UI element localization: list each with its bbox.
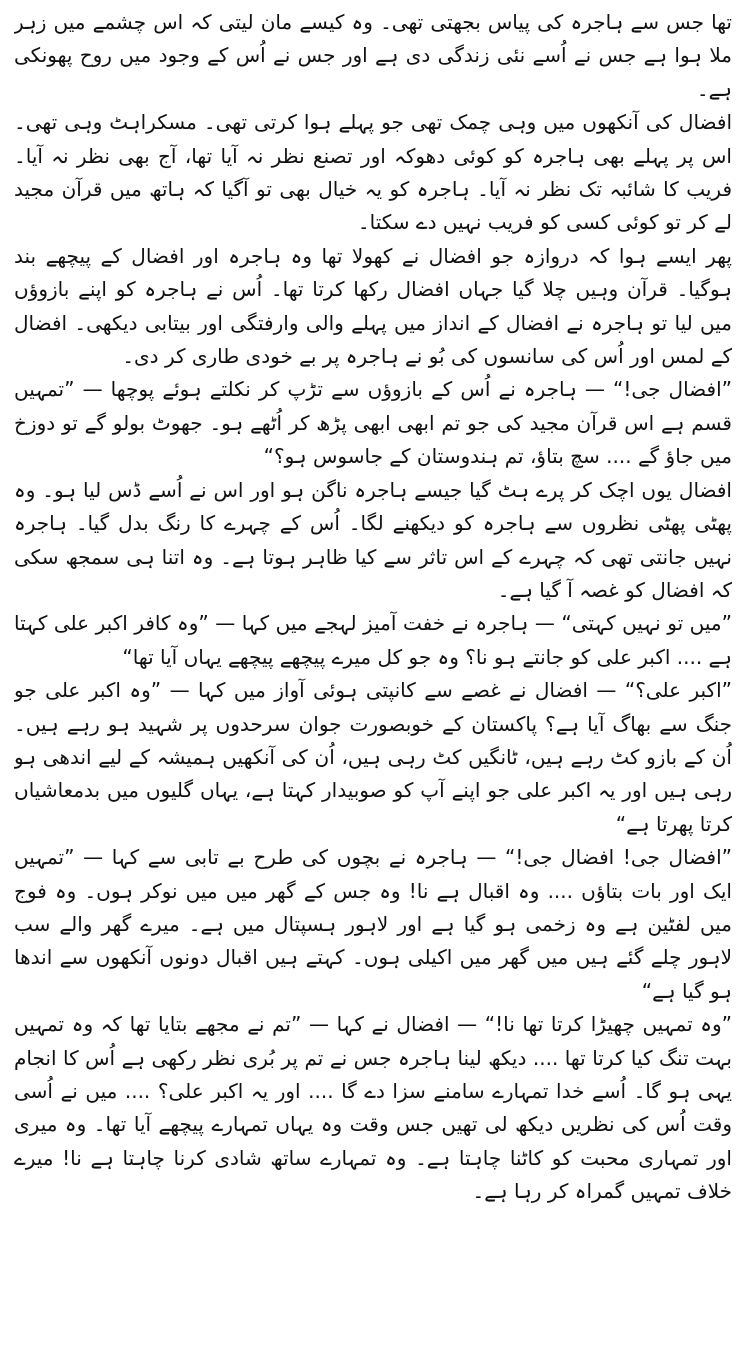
paragraph-7: ”اکبر علی؟“ — افضال نے غصے سے کانپتی ہوئی آواز میں کہا — ”وہ اکبر علی جو جنگ سے بھاگ آیا ہے؟ پاکستان کے خوبصورت جوان سرحدوں پر شہید ہو رہے ہیں۔ اُن کے بازو کٹ رہے ہیں، ٹانگیں کٹ رہی ہیں، اُن کی آنکھیں ہمیشہ کے لیے اندھی ہو رہی ہیں اور یہ اکبر علی جو اپنے آپ کو صوبیدار کہتا ہے، یہاں گلیوں میں بدمعاشیاں کرتا پھرتا ہے“: [14, 678, 732, 836]
paragraph-3: پھر ایسے ہوا کہ دروازہ جو افضال نے کھولا تھا وہ ہاجرہ اور افضال کے پیچھے بند ہوگیا۔ قرآن وہیں چلا گیا جہاں افضال رکھا کرتا تھا۔ اُس نے ہاجرہ کو اپنے بازوؤں میں لیا تو ہاجرہ نے افضال کے انداز میں پہلے والی وارفتگی اور بیتابی دیکھی۔ افضال کے لمس اور اُس کی سانسوں کی بُو نے ہاجرہ پر بے خودی طاری کر دی۔: [14, 243, 732, 369]
paragraph-5: افضال یوں اچک کر پرے ہٹ گیا جیسے ہاجرہ ناگن ہو اور اس نے اُسے ڈس لیا ہو۔ وہ پھٹی پھٹی نظروں سے ہاجرہ کو دیکھنے لگا۔ اُس کے چہرے کا رنگ بدل گیا۔ ہاجرہ نہیں جانتی تھی کہ چہرے کے اس تاثر سے کیا ظاہر ہوتا ہے۔ وہ اتنا ہی سمجھ سکی کہ افضال کو غصہ آ گیا ہے۔: [14, 477, 732, 602]
paragraph-8: ”افضال جی! افضال جی!“ — ہاجرہ نے بچوں کی طرح بے تابی سے کہا — ”تمہیں ایک اور بات بتاؤں .... وہ اقبال ہے نا! وہ جس کے گھر میں میں نوکر ہوں۔ وہ فوج میں لفٹین ہے وہ زخمی ہو گیا ہے اور لاہور ہسپتال میں ہے۔ میرے گھر والے سب لاہور چلے گئے ہیں میں گھر میں اکیلی ہوں۔ کہتے ہیں اقبال دونوں آنکھوں سے اندھا ہو گیا ہے“: [14, 845, 732, 1003]
paragraph-4: ”افضال جی!“ — ہاجرہ نے اُس کے بازوؤں سے تڑپ کر نکلتے ہوئے پوچھا — ”تمہیں قسم ہے اس قرآن مجید کی جو تم ابھی ابھی پڑھ کر اُٹھے ہو۔ جھوٹ بولو گے تو دوزخ میں جاؤ گے .... سچ بتاؤ، تم ہندوستان کے جاسوس ہو؟“: [14, 377, 732, 469]
paragraph-2: افضال کی آنکھوں میں وہی چمک تھی جو پہلے ہوا کرتی تھی۔ مسکراہٹ وہی تھی۔ اس پر پہلے بھی ہاجرہ کو کوئی دھوکہ اور تصنع نظر نہ آیا تھا، آج بھی نظر نہ آیا۔ فریب کا شائبہ تک نظر نہ آیا۔ ہاجرہ کو یہ خیال بھی تو آگیا کہ ہاتھ میں قرآن مجید لے کر تو کوئی کسی کو فریب نہیں دے سکتا۔: [14, 110, 732, 235]
urdu-text-column: [14, 6, 732, 1337]
paragraph-9: ”وہ تمہیں چھیڑا کرتا تھا نا!“ — افضال نے کہا — ”تم نے مجھے بتایا تھا کہ وہ تمہیں بہت تنگ کیا کرتا تھا .... دیکھ لینا ہاجرہ جس نے تم پر بُری نظر رکھی ہے اُس کا انجام یہی ہو گا۔ اُسے خدا تمہارے سامنے سزا دے گا .... اور یہ اکبر علی؟ .... میں نے اُسی وقت اُس کی نظریں دیکھ لی تھیں جس وقت وہ یہاں تمہارے پیچھے آیا تھا۔ وہ میری اور تمہاری محبت کو کاٹنا چاہتا ہے۔ وہ تمہارے ساتھ شادی کرنا چاہتا ہے نا! میرے خلاف تمہیں گمراہ کر رہا ہے۔: [14, 1012, 732, 1204]
paragraph-1: تھا جس سے ہاجرہ کی پیاس بجھتی تھی۔ وہ کیسے مان لیتی کہ اس چشمے میں زہر ملا ہوا ہے جس نے اُسے نئی زندگی دی ہے اور جس نے اُس کے وجود میں روح پھونکی ہے۔: [14, 10, 732, 101]
paragraph-6: ”میں تو نہیں کہتی“ — ہاجرہ نے خفت آمیز لہجے میں کہا — ”وہ کافر اکبر علی کہتا ہے .... اکبر علی کو جانتے ہو نا؟ وہ جو کل میرے پیچھے پیچھے یہاں آیا تھا“: [14, 611, 732, 669]
